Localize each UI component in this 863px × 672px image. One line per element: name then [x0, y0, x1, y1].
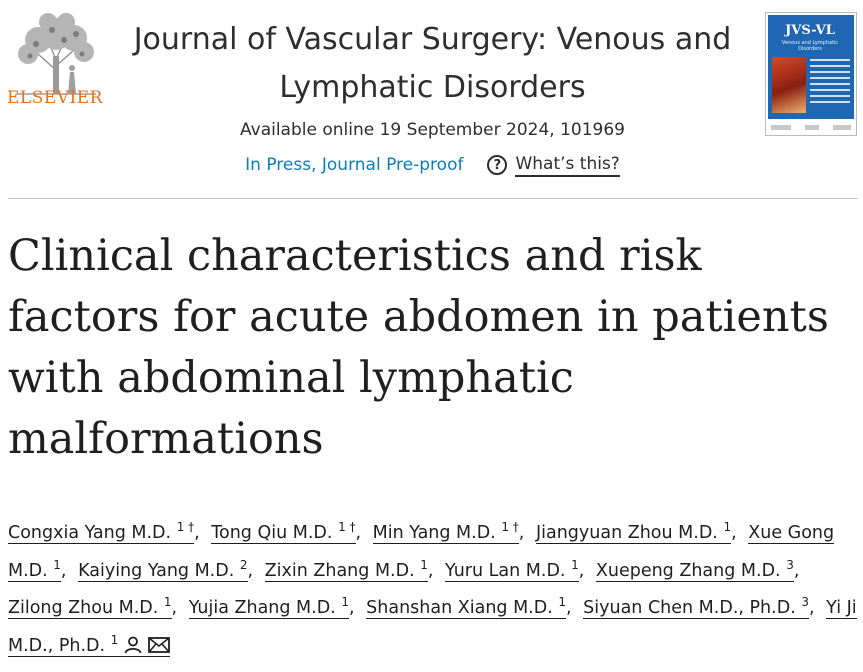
author-name: Zilong Zhou M.D. — [8, 598, 159, 618]
author-separator: , — [808, 598, 815, 618]
in-press-link[interactable]: In Press, Journal Pre-proof — [245, 155, 464, 175]
author-link[interactable] — [372, 520, 519, 544]
author-name: Min Yang M.D. — [372, 523, 496, 543]
author-name: Yuru Lan M.D. — [445, 560, 566, 581]
author-link[interactable] — [595, 557, 794, 582]
author-link[interactable] — [8, 595, 172, 619]
author-link[interactable] — [8, 520, 195, 544]
author-name: Jiangyuan Zhou M.D. — [535, 523, 718, 543]
author-link[interactable] — [366, 595, 566, 619]
author-separator: , — [60, 560, 67, 581]
author-link[interactable] — [535, 520, 732, 544]
author-name: Yi Ji M.D., Ph.D. — [8, 598, 857, 656]
cover-contents-lines — [810, 59, 850, 107]
author-list — [8, 515, 858, 665]
whats-this-button[interactable] — [487, 154, 619, 177]
article-title: Clinical characteristics and risk factors for acute abdomen in patients with abdominal lymphatic malformations — [8, 231, 829, 464]
header-divider — [8, 198, 858, 199]
question-circle-icon: ? — [487, 155, 507, 175]
author-separator: , — [194, 523, 200, 543]
affiliation-mark: 1 — [571, 557, 579, 572]
author-link[interactable] — [188, 595, 349, 619]
author-separator: , — [247, 560, 254, 581]
journal-title-line1: Journal of Vascular Surgery: Venous and — [133, 22, 732, 57]
journal-header — [0, 0, 863, 197]
author-separator: , — [348, 598, 355, 618]
cover-subtitle: Venous and Lymphatic Disorders — [781, 40, 839, 52]
journal-title-line2: Lymphatic Disorders — [279, 70, 586, 105]
author-separator: , — [518, 523, 525, 543]
author-link[interactable] — [264, 557, 428, 582]
affiliation-mark: 3 — [786, 557, 794, 572]
affiliation-mark: 3 — [801, 595, 809, 609]
author-name: Xue Gong M.D. — [8, 523, 835, 581]
journal-title[interactable] — [110, 16, 755, 112]
affiliation-mark: 1 — [163, 595, 172, 609]
author-name: Yujia Zhang M.D. — [188, 598, 336, 618]
author-link[interactable] — [211, 520, 356, 544]
author-separator: , — [578, 560, 585, 581]
author-separator: , — [566, 598, 572, 618]
elsevier-wordmark: ELSEVIER — [7, 88, 103, 108]
cover-footer — [768, 121, 854, 133]
author-separator: , — [427, 560, 434, 581]
mail-icon[interactable] — [148, 636, 170, 654]
affiliation-mark: 1 — [341, 595, 349, 609]
person-icon[interactable] — [124, 636, 142, 654]
author-name: Shanshan Xiang M.D. — [366, 598, 553, 618]
author-link[interactable] — [445, 557, 579, 582]
affiliation-mark: 1 † — [501, 520, 519, 534]
author-separator: , — [793, 560, 800, 581]
journal-cover-thumbnail[interactable] — [765, 12, 857, 136]
available-online: Available online 19 September 2024, 101969 — [240, 120, 625, 140]
author-separator: , — [171, 598, 178, 618]
author-separator: , — [731, 523, 737, 543]
affiliation-mark: 1 † — [338, 520, 356, 534]
affiliation-mark: 1 † — [176, 520, 195, 534]
author-name: Tong Qiu M.D. — [211, 523, 333, 543]
author-separator: , — [355, 523, 362, 543]
status-row — [110, 150, 755, 180]
author-link[interactable] — [78, 557, 248, 582]
affiliation-mark: 1 — [420, 557, 428, 572]
cover-image — [772, 57, 806, 113]
affiliation-mark: 1 — [53, 557, 61, 572]
author-name: Congxia Yang M.D. — [8, 523, 172, 543]
tree-icon — [8, 10, 104, 98]
cover-title: JVS-VL — [785, 23, 835, 38]
affiliation-mark: 1 — [110, 632, 119, 647]
whats-this-label: What’s this? — [515, 154, 619, 177]
author-name: Kaiying Yang M.D. — [78, 560, 235, 581]
affiliation-mark: 1 — [723, 520, 732, 534]
affiliation-mark: 1 — [558, 595, 566, 609]
author-name: Xuepeng Zhang M.D. — [595, 560, 781, 581]
author-link[interactable] — [583, 595, 809, 619]
author-name: Zixin Zhang M.D. — [264, 560, 415, 581]
affiliation-mark: 2 — [239, 557, 248, 572]
author-name: Siyuan Chen M.D., Ph.D. — [583, 598, 796, 618]
